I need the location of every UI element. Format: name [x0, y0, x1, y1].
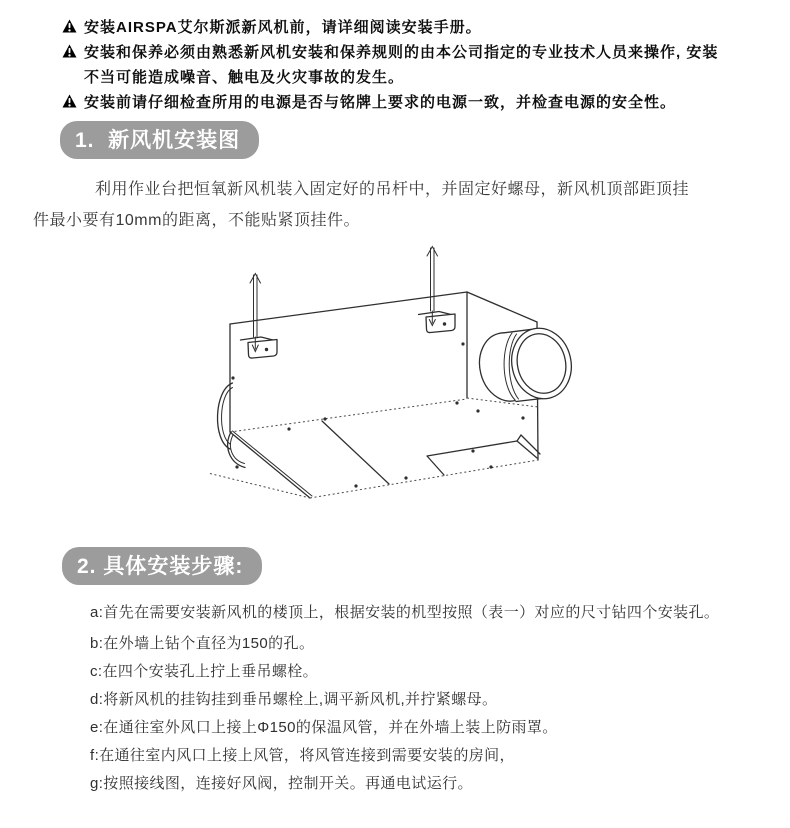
warning-triangle-icon [62, 19, 77, 38]
figure-hanger-rods [250, 247, 438, 352]
warning-triangle-icon [62, 94, 77, 113]
step-e: e:在通往室外风口上接上Φ150的保温风管，并在外墙上装上防雨罩。 [90, 719, 558, 736]
installation-steps [90, 603, 790, 793]
section1-intro-paragraph: 利用作业台把恒氧新风机装入固定好的吊杆中，并固定好螺母，新风机顶部距顶挂件最小要有10mm的距离，不能贴紧顶挂件。 [33, 181, 690, 229]
step-d: d:将新风机的挂钩挂到垂吊螺栓上,调平新风机,并拧紧螺母。 [90, 691, 498, 708]
section2-header-row [62, 547, 790, 585]
installation-figure [0, 236, 790, 542]
step-c: c:在四个安装孔上拧上垂吊螺栓。 [90, 663, 319, 680]
section1-title: 1. 新风机安装图 [60, 121, 259, 159]
step-g: g:按照接线图，连接好风阀，控制开关。再通电试运行。 [90, 775, 473, 792]
section1-header-row [60, 121, 790, 159]
figure-left-duct-collar [218, 383, 245, 468]
warning-item [62, 40, 790, 90]
warning-text: 安装前请仔细检查所用的电源是否与铭牌上要求的电源一致，并检查电源的安全性。 [84, 94, 677, 111]
warning-item [62, 90, 790, 115]
step-f: f:在通往室内风口上接上风管，将风管连接到需要安装的房间， [90, 747, 515, 764]
installation-diagram [0, 236, 790, 542]
warning-text: 安装AIRSPA艾尔斯派新风机前，请详细阅读安装手册。 [84, 19, 482, 36]
figure-right-duct-collar [472, 322, 578, 407]
step-a: a:首先在需要安装新风机的楼顶上，根据安装的机型按照（表一）对应的尺寸钻四个安装孔。 [90, 604, 720, 621]
warning-text: 安装和保养必须由熟悉新风机安装和保养规则的由本公司指定的专业技术人员来操作, 安装不当可能造成噪音、触电及火灾事故的发生。 [84, 44, 719, 86]
warning-notes [62, 15, 790, 115]
warning-item [62, 15, 790, 40]
warning-triangle-icon [62, 44, 77, 63]
section2-title: 2. 具体安装步骤: [62, 547, 262, 585]
step-b: b:在外墙上钻个直径为150的孔。 [90, 635, 315, 652]
